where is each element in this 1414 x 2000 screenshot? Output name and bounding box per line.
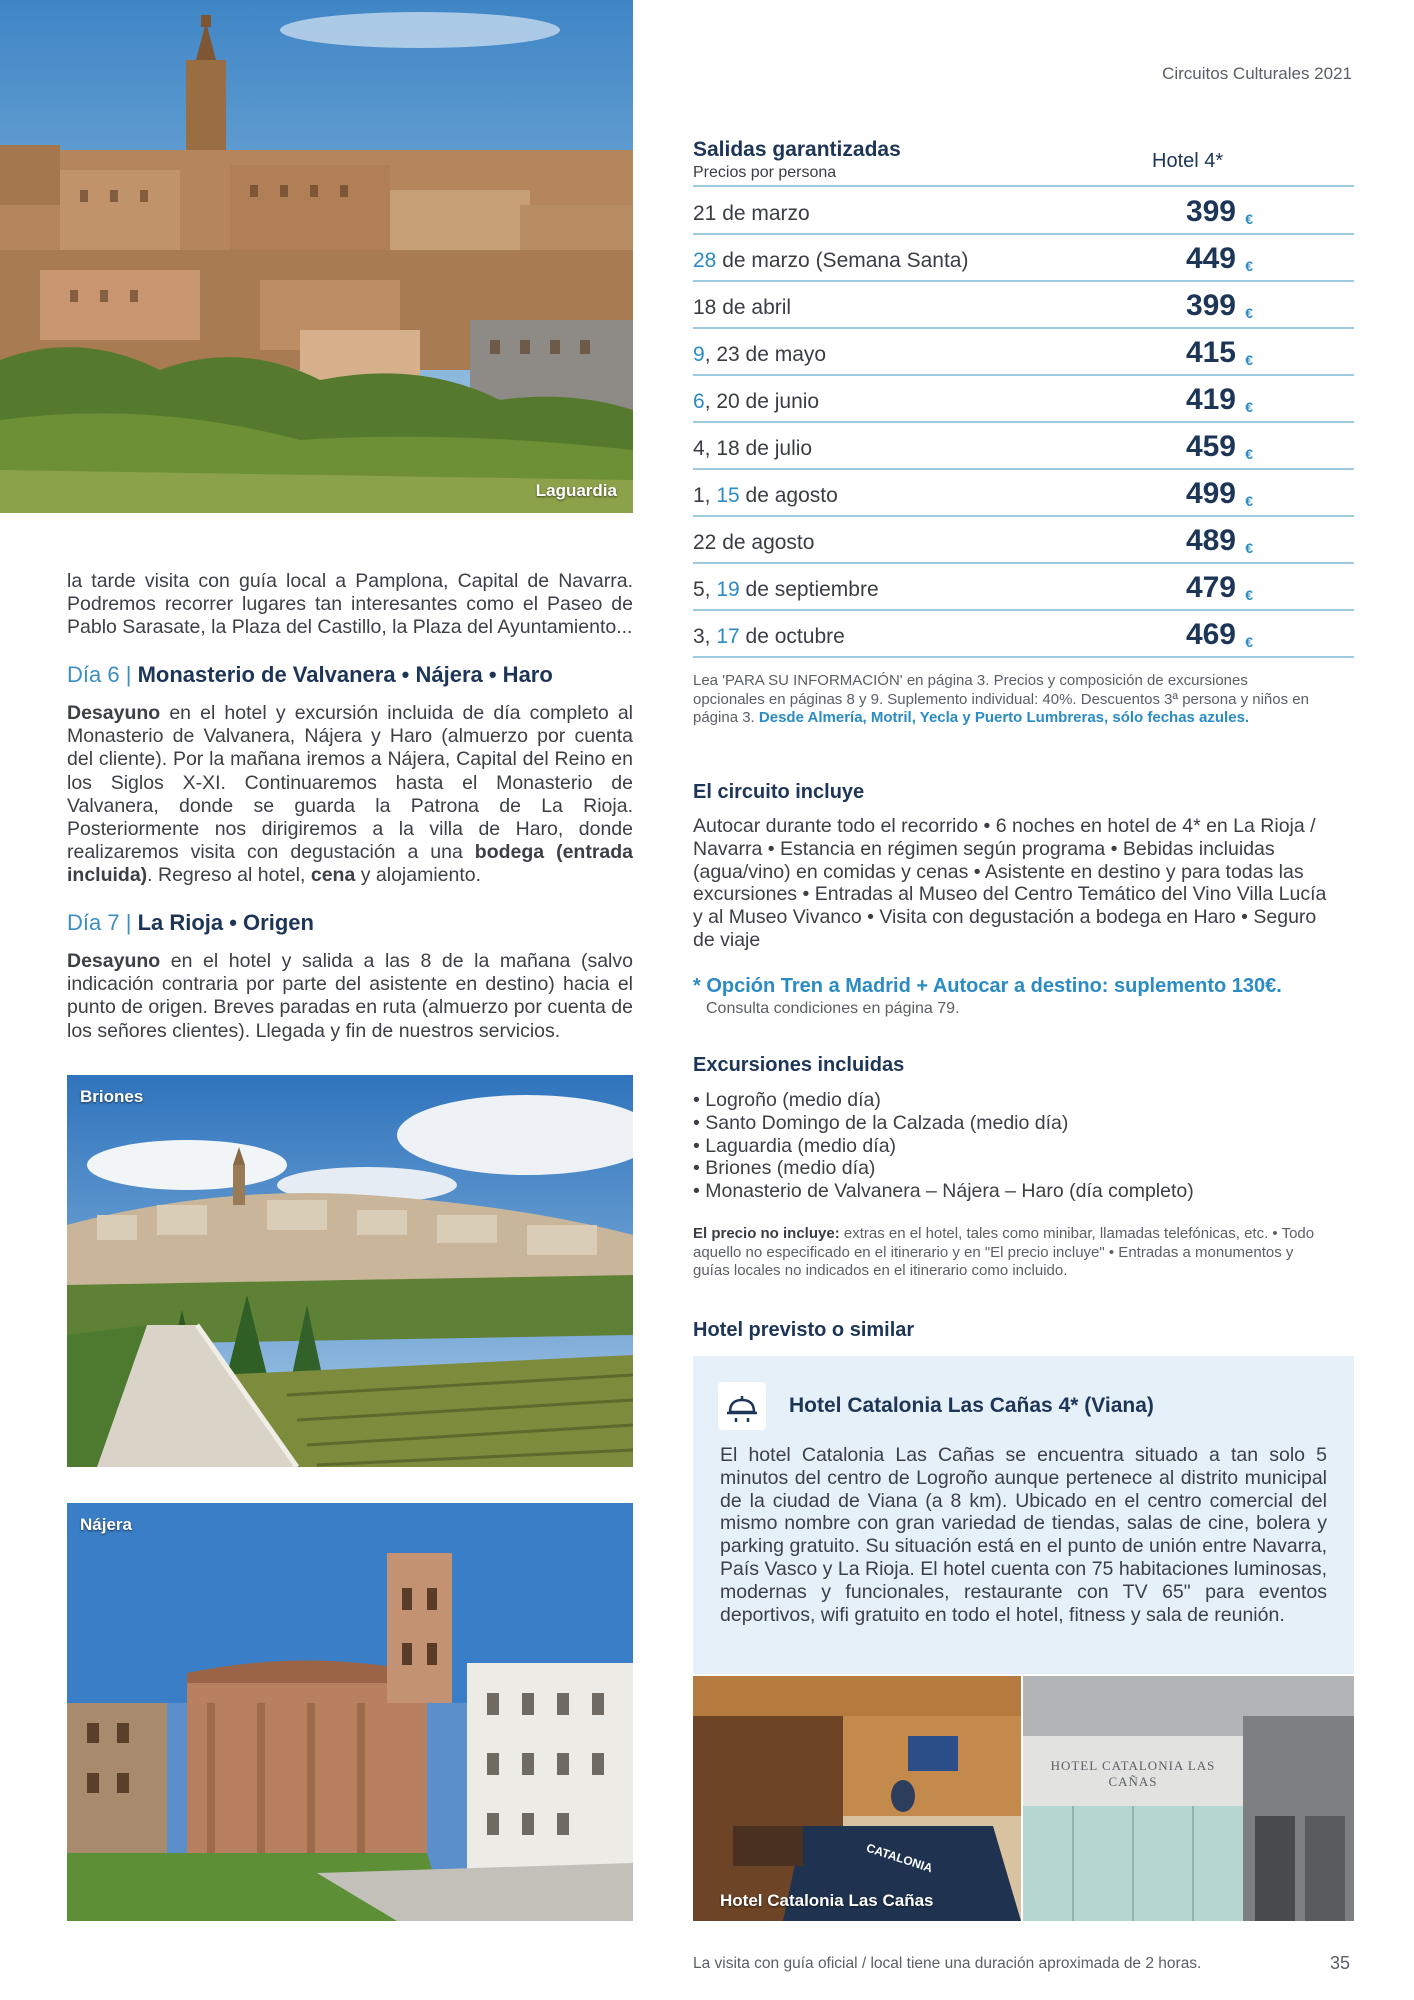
date-text: de marzo (Semana Santa): [716, 249, 969, 272]
day6-title: Monasterio de Valvanera • Nájera • Haro: [137, 662, 553, 687]
day6-heading: [67, 662, 553, 688]
date-text: de octubre: [739, 625, 845, 648]
price-row-date: [693, 296, 791, 320]
not-included-text: extras en el hotel, tales como minibar, llamadas telefónicas, etc. • Todo aquello no especificado en el itinerario y en "El precio incluye" • Entradas a monumentos y guías locales no indicados en el itinerario como incluido.: [693, 1225, 1315, 1279]
day7-lead: Desayuno: [67, 950, 161, 972]
price-row-date: [693, 437, 812, 461]
euro-symbol: €: [1245, 446, 1253, 462]
excursions-list: [693, 1089, 1333, 1203]
not-included-lead: El precio no incluye:: [693, 1225, 840, 1242]
date-text: 18 de abril: [693, 296, 792, 319]
price-row: [693, 610, 1354, 658]
excursion-item: [693, 1157, 1333, 1180]
excursion-label: Laguardia (medio día): [705, 1134, 897, 1157]
date-prefix: 3,: [693, 625, 717, 648]
includes-text: Autocar durante todo el recorrido • 6 noches en hotel de 4* en La Rioja / Navarra • Estancia en régimen según programa • Bebidas incluidas (agua/vino) en comidas y cenas • Asistente en destino y para todas las excursiones • Entradas al Museo del Centro Temático del Vino Villa Lucía y al Museo Vivanco • Visita con degustación a bodega en Haro • Seguro de viaje: [693, 815, 1327, 951]
bullet-icon: •: [693, 1180, 706, 1203]
date-prefix: 1,: [693, 484, 717, 507]
price-row-date: [693, 249, 968, 273]
hotel-exterior-sign: HOTEL CATALONIA LAS CAÑAS: [1050, 1758, 1216, 1789]
date-text: 22 de agosto: [693, 531, 815, 554]
price-row: [693, 469, 1354, 517]
euro-symbol: €: [1245, 587, 1253, 603]
day7-text-body: en el hotel y salida a las 8 de la mañana (salvo indicación contraria por parte del asistente en destino) hacia el punto de origen. Breves paradas en ruta (almuerzo por cuenta de los señores clientes). Llegada y fin de nuestros servicios.: [67, 950, 633, 1042]
date-text: , 23 de mayo: [704, 343, 827, 366]
excursion-item: [693, 1180, 1333, 1203]
najera-photo: [67, 1503, 633, 1921]
price-row-date: [693, 202, 810, 226]
excursion-item: [693, 1089, 1333, 1112]
laguardia-caption: Laguardia: [535, 481, 617, 500]
bullet-icon: •: [693, 1111, 706, 1134]
excursions-title: Excursiones incluidas: [693, 1054, 905, 1076]
footer-note: La visita con guía oficial / local tiene una duración aproximada de 2 horas.: [693, 1955, 1202, 1972]
itinerary-intro: la tarde visita con guía local a Pamplona, Capital de Navarra. Podremos recorrer lugares tan interesantes como el Paseo de Pablo Sarasate, la Plaza del Castillo, la Plaza del Ayuntamiento...: [67, 570, 633, 639]
excursion-label: Santo Domingo de la Calzada (medio día): [705, 1111, 1069, 1134]
price-row: [693, 281, 1354, 329]
date-highlight: 19: [716, 578, 740, 601]
date-prefix: 5,: [693, 578, 717, 601]
excursion-item: [693, 1135, 1333, 1158]
excursion-label: Monasterio de Valvanera – Nájera – Haro (día completo): [705, 1180, 1194, 1203]
day6-text-3: y alojamiento.: [355, 864, 482, 887]
hotel-section-title: Hotel previsto o similar: [693, 1319, 915, 1341]
prices-note-highlight: Desde Almería, Motril, Yecla y Puerto Lumbreras, sólo fechas azules.: [758, 709, 1250, 726]
bullet-icon: •: [693, 1134, 706, 1157]
laguardia-photo: [0, 0, 633, 513]
price-value: 449: [1185, 242, 1236, 275]
euro-symbol: €: [1245, 211, 1253, 227]
euro-symbol: €: [1245, 258, 1253, 274]
date-text: 4, 18 de julio: [693, 437, 813, 460]
prices-note-text: Lea 'PARA SU INFORMACIÓN' en página 3. Precios y composición de excursiones opcionales en páginas 8 y 9. Suplemento individual: 40%. Descuentos 3ª persona y niños en página 3.: [693, 672, 1309, 726]
price-value: 499: [1185, 477, 1236, 510]
train-option: * Opción Tren a Madrid + Autocar a destino: suplemento 130€.: [693, 975, 1282, 997]
price-row-date: [693, 578, 879, 602]
day6-text-1: en el hotel y excursión incluida de día completo al Monasterio de Valvanera, Nájera y Haro (almuerzo por cuenta del cliente). Por la mañana iremos a Nájera, Capital del Reino en los Siglos X-XI. Continuaremos hasta el Monasterio de Valvanera, donde se guarda la Patrona de La Rioja. Posteriormente nos dirigiremos a la villa de Haro, donde realizaremos visita con degustación a una: [67, 702, 633, 864]
briones-photo: [67, 1075, 633, 1467]
bullet-icon: •: [693, 1089, 706, 1111]
day6-bold-2: cena: [310, 864, 356, 887]
day7-separator: |: [125, 910, 132, 935]
price-row: [693, 375, 1354, 423]
price-value: 415: [1185, 336, 1236, 369]
hotel-description: El hotel Catalonia Las Cañas se encuentra situado a tan solo 5 minutos del centro de Logroño aunque pertenece al distrito municipal de la ciudad de Viana (a 8 km). Ubicado en el centro comercial del mismo nombre con gran variedad de tiendas, salas de cine, bolera y parking gratuito. Su situación está en el punto de unión entre Navarra, País Vasco y La Rioja. El hotel cuenta con 75 habitaciones luminosas, modernas y funcionales, restaurante con TV 65" para eventos deportivos, wifi gratuito en todo el hotel, fitness y sala de reunión.: [720, 1444, 1327, 1626]
day7-number: Día 7: [67, 910, 120, 935]
price-row: [693, 516, 1354, 564]
hotel-name: Hotel Catalonia Las Cañas 4* (Viana): [789, 1394, 1154, 1417]
price-row: [693, 234, 1354, 282]
price-row-date: [693, 343, 826, 367]
price-row: [693, 328, 1354, 376]
not-included: [693, 1225, 1333, 1281]
price-value: 399: [1185, 195, 1236, 228]
prices-column-header: Hotel 4*: [1152, 150, 1224, 172]
day7-heading: [67, 910, 314, 936]
day6-bold-1: bodega (entrada incluida): [67, 841, 634, 887]
hotel-lobby-sign: CATALONIA: [864, 1840, 935, 1876]
day6-text-2: . Regreso al hotel,: [147, 864, 311, 887]
day6-separator: |: [125, 662, 132, 687]
date-highlight: 6: [693, 390, 705, 413]
hotel-photo-caption: Hotel Catalonia Las Cañas: [720, 1891, 934, 1910]
euro-symbol: €: [1245, 493, 1253, 509]
price-value: 419: [1185, 383, 1236, 416]
excursion-label: Logroño (medio día): [705, 1089, 881, 1111]
najera-caption: Nájera: [80, 1515, 132, 1534]
date-highlight: 28: [693, 249, 717, 272]
day6-lead: Desayuno: [67, 702, 161, 724]
day7-text: [67, 950, 633, 1043]
date-text: 21 de marzo: [693, 202, 810, 225]
section-header: Circuitos Culturales 2021: [1162, 64, 1352, 83]
day7-title: La Rioja • Origen: [137, 910, 314, 935]
price-value: 459: [1185, 430, 1236, 463]
day6-text: [67, 702, 633, 888]
includes-title: El circuito incluye: [693, 781, 865, 803]
train-option-note: Consulta condiciones en página 79.: [706, 1000, 960, 1017]
euro-symbol: €: [1245, 352, 1253, 368]
excursion-item: [693, 1112, 1333, 1135]
prices-title: Salidas garantizadas: [693, 138, 901, 161]
date-highlight: 17: [716, 625, 740, 648]
euro-symbol: €: [1245, 305, 1253, 321]
date-highlight: 9: [693, 343, 705, 366]
price-value: 479: [1185, 571, 1236, 604]
price-row-date: [693, 484, 838, 508]
price-row: [693, 422, 1354, 470]
page-number: 35: [1330, 1953, 1351, 1973]
date-text: de septiembre: [739, 578, 879, 601]
price-value: 399: [1185, 289, 1236, 322]
euro-symbol: €: [1245, 540, 1253, 556]
price-value: 469: [1185, 618, 1236, 651]
price-value: 489: [1185, 524, 1236, 557]
prices-subtitle: Precios por persona: [693, 164, 837, 181]
price-row: [693, 187, 1354, 235]
price-row-date: [693, 625, 845, 649]
prices-note: [693, 672, 1313, 728]
price-row-date: [693, 531, 814, 555]
price-row-date: [693, 390, 819, 414]
euro-symbol: €: [1245, 399, 1253, 415]
day6-number: Día 6: [67, 662, 120, 687]
excursion-label: Briones (medio día): [705, 1157, 876, 1180]
price-row: [693, 563, 1354, 611]
hotel-lobby-photo: [693, 1676, 1021, 1921]
date-highlight: 15: [716, 484, 740, 507]
briones-caption: Briones: [80, 1087, 144, 1106]
date-text: , 20 de junio: [704, 390, 820, 413]
hotel-bell-icon: [718, 1382, 766, 1430]
bullet-icon: •: [693, 1157, 706, 1180]
euro-symbol: €: [1245, 634, 1253, 650]
hotel-exterior-photo: [1023, 1676, 1354, 1921]
date-text: de agosto: [739, 484, 838, 507]
